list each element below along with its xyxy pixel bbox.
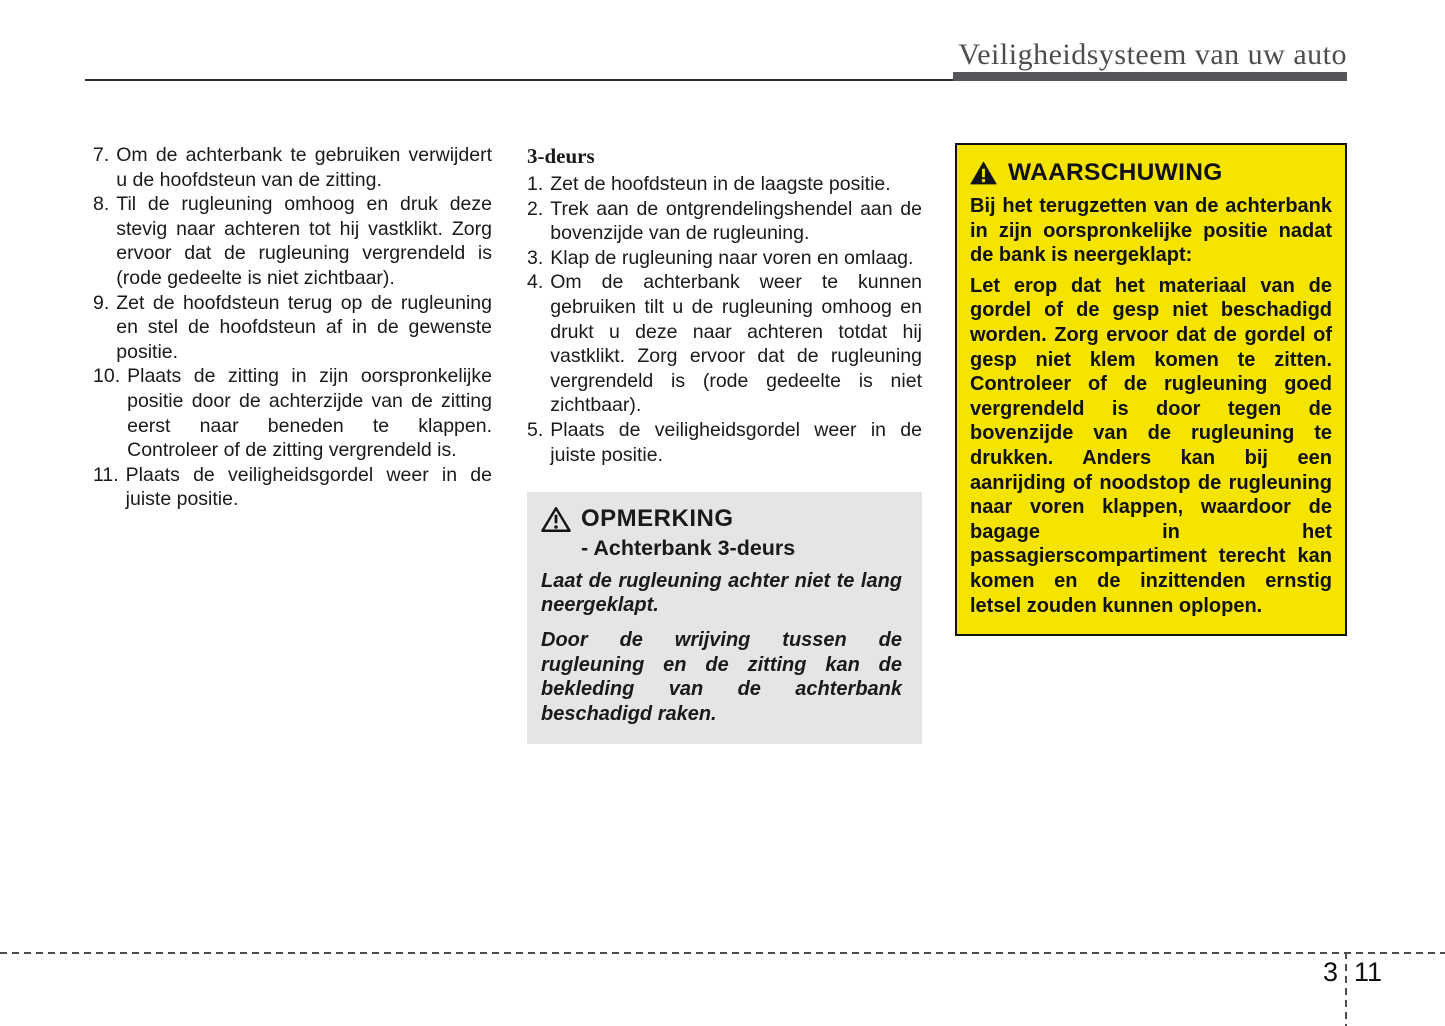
list-item-number: 1.: [527, 173, 544, 195]
list-item: [93, 143, 492, 192]
note-paragraph: Door de wrijving tussen de rugleuning en de zitting kan de bekleding van de achterbank beschadigd raken.: [541, 628, 902, 725]
list-item-number: 4.: [527, 271, 544, 294]
list-item-text: Om de achterbank weer te kunnen gebruiken tilt u de rugleuning omhoog en drukt u deze naar achteren totdat hij vastklikt. Zorg ervoor dat de rugleuning vergrendeld is (rode gedeelte is niet zichtbaar).: [550, 271, 922, 417]
list-item-text: Til de rugleuning omhoog en druk deze stevig naar achteren tot hij vastklikt. Zorg ervoor dat de rugleuning vergrendeld is (rode gedeelte is niet zichtbaar).: [116, 193, 492, 289]
note-title: OPMERKING: [581, 505, 734, 533]
list-item: [93, 364, 492, 462]
list-item-number: 2.: [527, 197, 544, 220]
list-item: [527, 197, 922, 246]
list-item-text: Plaats de veiligheidsgordel weer in de juiste positie.: [125, 463, 492, 511]
list-item-text: Klap de rugleuning naar voren en omlaag.: [550, 246, 914, 269]
page-title: Veiligheidsysteem van uw auto: [958, 38, 1347, 71]
chapter-number: 3: [1322, 957, 1338, 987]
list-item-text: Plaats de zitting in zijn oorspronkelijke positie door de achterzijde van de zitting eerst naar beneden te klappen. Controleer of de zitting vergrendeld is.: [127, 365, 492, 462]
list-item: [93, 463, 492, 512]
list-item-number: 10.: [93, 365, 121, 388]
list-item-number: 11.: [93, 463, 119, 486]
note-paragraph: Laat de rugleuning achter niet te lang neergeklapt.: [541, 569, 902, 617]
list-item: [527, 172, 922, 197]
note-title-row: [541, 506, 902, 533]
list-item-number: 7.: [93, 144, 110, 166]
left-column: [93, 143, 492, 512]
list-item: [93, 192, 492, 290]
header-rule-thin: [85, 79, 953, 81]
list-item-number: 9.: [93, 291, 110, 314]
list-item-text: Zet de hoofdsteun terug op de rugleuning en stel de hoofdsteun af in de gewenste positie.: [116, 291, 492, 363]
list-item-text: Plaats de veiligheidsgordel weer in de juiste positie.: [550, 418, 922, 466]
note-box: [527, 492, 922, 744]
warning-paragraph: Let erop dat het materiaal van de gordel of de gesp niet beschadigd worden. Zorg ervoor dat de gordel of gesp niet klem komen te zitten. Controleer of de rugleuning goed vergrendeld is door tegen de bovenzijde van de rugleuning te drukken. Anders kan bij een aanrijding of noodstop de rugleuning naar voren klappen, waardoor de bagage in het passagierscompartiment terecht kan komen en de inzittenden ernstig letsel zouden kunnen oplopen.: [970, 274, 1332, 617]
warning-title-row: [970, 159, 1332, 187]
page-number: 11: [1354, 957, 1383, 987]
list-item-text: Trek aan de ontgrendelingshendel aan de bovenzijde van de rugleuning.: [550, 197, 922, 245]
list-item: [527, 246, 922, 271]
right-column: [955, 143, 1347, 636]
list-item-number: 8.: [93, 193, 110, 216]
list-item: [93, 291, 492, 365]
warning-box: [955, 143, 1347, 636]
note-subtitle: - Achterbank 3-deurs: [581, 536, 796, 561]
middle-column: [527, 143, 922, 744]
list-item-text: Om de achterbank te gebruiken verwijdert u de hoofdsteun van de zitting.: [116, 144, 492, 191]
header-rule-thick: [953, 72, 1347, 81]
list-item: [527, 418, 922, 467]
section-heading: 3-deurs: [527, 144, 595, 168]
warning-paragraph: Bij het terugzetten van de achterbank in zijn oorspronkelijke positie nadat de bank is neergeklapt:: [970, 195, 1332, 267]
footer-dashed-rule: [0, 952, 1445, 954]
list-item: [527, 270, 922, 418]
list-item-number: 3.: [527, 246, 544, 269]
footer-dashed-divider: [1345, 952, 1347, 1026]
warning-title: WAARSCHUWING: [1008, 159, 1223, 186]
caution-triangle-icon: [541, 506, 571, 533]
warning-triangle-icon: [970, 161, 997, 185]
list-item-number: 5.: [527, 418, 544, 441]
list-item-text: Zet de hoofdsteun in de laagste positie.: [550, 173, 891, 195]
